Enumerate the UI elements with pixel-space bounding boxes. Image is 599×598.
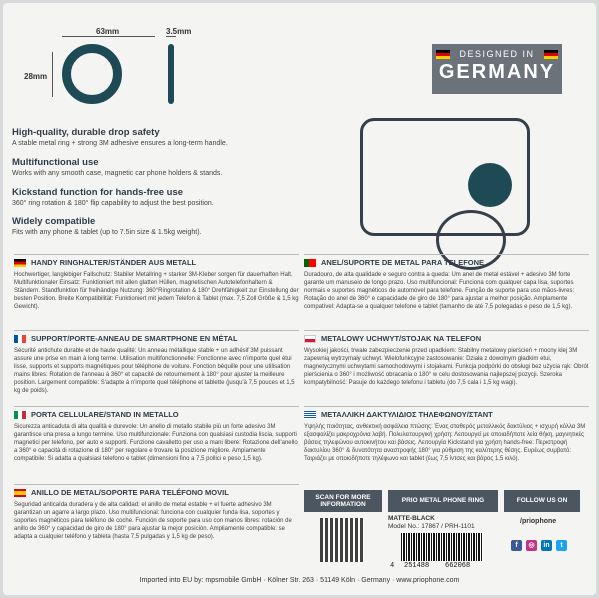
barcode-digits-left: 251488 bbox=[404, 562, 430, 570]
section-title: HANDY RINGHALTER/STÄNDER AUS METALL bbox=[31, 257, 197, 267]
section-text: Duradouro, de alta qualidade e seguro contra a queda: Um anel de metal estável + adesivo 3M forte garante um manuseio de longo prazo. Uso multifuncional: Funciona com qualquer capa lisa, suportes normais e suportes magnéticos de automóvel para telefone. Função de suporte para uso mãos-livres: Rotação do anel de 360° e capacidade de giro de 180° para ajustar a melhor posição. Amplamente compatível: Adapta-se a qualquer telefone e tablet (tamanho de até 7,5 polegadas e peso de 1,5 kg). bbox=[304, 272, 575, 311]
section-text: Seguridad anticaída duradera y de alta calidad: el anillo de metal estable + el fuerte adhesivo 3M garantizan un agarre a largo plazo. Uso multifuncional: funciona con cualquier funda lisa, soportes y soportes magnéticos para teléfono de coche. Función de soporte para uso con manos libres: rotación de anillo de 360° y capacidad de giro de 180° para ajustar la mejor posición. Ampliamente compatible: se adapta a cualquier teléfono y tableta (hasta 7,5 pulgadas y 1,5 kg de peso). bbox=[14, 502, 292, 541]
section-title: METALOWY UCHWYT/STOJAK NA TELEFON bbox=[321, 333, 482, 343]
greek-flag-icon bbox=[304, 411, 316, 419]
scan-info-button: SCAN FOR MORE INFORMATION bbox=[304, 490, 382, 512]
feature-title: Kickstand function for hands-free use bbox=[12, 186, 184, 198]
ring-front-view bbox=[62, 44, 122, 104]
section-italian bbox=[14, 406, 299, 463]
section-title: PORTA CELLULARE/STAND IN METALLO bbox=[31, 409, 179, 419]
section-text: Υψηλής ποιότητας, ανθεκτική ασφάλεια πτώσης: Ένας σταθερός μεταλλικός δακτύλιος + ισχυρή κόλλα 3M εξασφαλίζει μακροχρόνια λαβή. Πολυλειτουργική χρήση: Λειτουργεί με οποιαδήποτε λεία θήκη, μαγνητικές βάσεις τηλεφώνου αυτοκινήτου και βάσεις. Λειτουργία Kickstand για χρήση hands-free: Περιστροφή δακτυλίου 360° & δυνατότητα αναστροφής 180° για ρύθμιση της καλύτερης θέσης. Ευρέως συμβατό: Ταιριάζει με οποιοδήποτε τηλέφωνο και tablet (έως 7,5 ίντσες και βάρος 1,5 κιλό). bbox=[304, 424, 586, 463]
german-flag-icon bbox=[14, 259, 26, 267]
qr-code bbox=[320, 518, 364, 562]
section-text: Wysokiej jakości, trwałe zabezpieczenie przed upadkiem: Stabilny metalowy pierścień + mocny klej 3M zapewnią wytrzymały uchwyt. Wielofunkcyjne zastosowanie: Działa z dowolnym gładkim etui, magnetycznymi uchwytami samochodowymi i stojakami. Funkcja podpórki do obsługi bez użycia rąk: Obrót pierścienia o 360° i możliwość obracania o 180° w celu dostosowania najlepszej pozycji. Szeroka kompatybilność: Pasuje do każdego telefonu i tabletu (do 7,5 cala i 1,5 kg wagi). bbox=[304, 348, 589, 387]
badge-line-1: DESIGNED IN bbox=[459, 49, 535, 59]
barcode bbox=[401, 533, 483, 561]
french-flag-icon bbox=[14, 335, 26, 343]
barcode-digits-right: 662068 bbox=[445, 562, 471, 570]
product-name-label: PRIO METAL PHONE RING bbox=[388, 490, 498, 512]
feature-title: Multifunctional use bbox=[12, 156, 99, 168]
model-number: Model No.: 17867 / PRH-1101 bbox=[388, 523, 475, 530]
feature-text: Fits with any phone & tablet (up to 7.5in size & 1.5kg weight). bbox=[12, 229, 202, 237]
height-dimension: 28mm bbox=[24, 72, 48, 81]
depth-dimension: 3.5mm bbox=[166, 27, 192, 36]
feature-title: High-quality, durable drop safety bbox=[12, 127, 160, 138]
importer-footer: Imported into EU by: mpsmobile GmbH · Kölner Str. 263 · 51149 Köln · Germany · www.priophone.com bbox=[139, 577, 460, 584]
section-title: ΜΕΤΑΛΛΙΚΗ ΔΑΚΤΥΛΙΔΙΟΣ ΤΗΛΕΦΩΝΟΥ/ΣΤΑΝΤ bbox=[321, 409, 493, 419]
section-title: ANEL/SUPORTE DE METAL PARA TELEFONE bbox=[321, 257, 485, 267]
portuguese-flag-icon bbox=[304, 259, 316, 267]
linkedin-icon: in bbox=[541, 540, 552, 551]
section-text: Sécurité antichute durable et de haute qualité: Un anneau métallique stable + un adhésif 3M puissant assure une prise en main à long terme. Utilisation multifonctionnelle: Fonctionne avec n'importe quel étui lisse, supports et supports magnétiques pour téléphone de voiture. Fonction béquille pour une utilisation mains libres: Rotation de l'anneau à 360° et capacité de retournement à 180° pour ajuster la meilleure position. Largement compatible: S'adapte à n'importe quel téléphone et tablette (jusqu'à 7,5 pouces et 1,5 kg de poids). bbox=[14, 348, 295, 395]
section-portuguese bbox=[304, 254, 589, 311]
feature-text: Works with any smooth case, magnetic car phone holders & stands. bbox=[12, 169, 223, 177]
section-title: SUPPORT/PORTE-ANNEAU DE SMARTPHONE EN MÉTAL bbox=[31, 333, 238, 343]
feature-text: 360° ring rotation & 180° flip capability to adjust the best position. bbox=[12, 199, 214, 207]
polish-flag-icon bbox=[304, 335, 316, 343]
barcode-digit: 4 bbox=[390, 562, 395, 570]
section-german bbox=[14, 254, 299, 311]
badge-line-2: GERMANY bbox=[438, 61, 556, 83]
section-spanish bbox=[14, 484, 299, 541]
social-handle: /priophone bbox=[520, 518, 557, 525]
width-dimension: 63mm bbox=[96, 27, 120, 36]
ring-illustration bbox=[468, 163, 512, 207]
follow-us-label: FOLLOW US ON bbox=[504, 490, 580, 512]
feature-text: A stable metal ring + strong 3M adhesive ensures a long-term handle. bbox=[12, 140, 228, 147]
section-text: Sicurezza anticaduta di alta qualità e durevole: Un anello di metallo stabile più un forte adesivo 3M garantisce una presa a lungo termine. Uso multifunzionale: Funziona con qualsiasi custodia liscia, supporti magnetici per telefono, per auto e supporti. Funzione cavalletto per uso a mani libere: Rotazione dell'anello a 360° e capacità di rotazione di 180° per regolare e trovare la posizione migliore. Ampiamente compatibile: Si adatta a qualsiasi telefono e tablet (dimensioni fino a 7,5 pollici e peso 1,5 kg). bbox=[14, 424, 298, 463]
section-title: ANILLO DE METAL/SOPORTE PARA TELÉFONO MOVIL bbox=[31, 487, 229, 497]
section-polish bbox=[304, 330, 589, 387]
italian-flag-icon bbox=[14, 411, 26, 419]
ring-side-view bbox=[168, 44, 174, 104]
english-features bbox=[12, 127, 312, 246]
designed-in-germany-badge bbox=[432, 44, 562, 94]
section-text: Hochwertiger, langlebiger Fallschutz: Stabiler Metallring + starker 3M-Kleber sorgen für dauerhaften Halt. Multifunktionaler Einsatz: Funktioniert mit allen glatten Hüllen, magnetischen Autotelefonhaltern & Ständern. Standfunktion für freihändige Nutzung: 360°Ringrotation & 180° Drehfähigkeit zur Einstellung der besten Position. Breite Kompatibilität: Funktioniert mit jedem Telefon & Tablet (max. 7,5 Zoll Größe & 1,5 kg Gewicht). bbox=[14, 272, 299, 311]
german-flag-icon bbox=[544, 50, 558, 59]
feature-title: Widely compatible bbox=[12, 216, 96, 228]
color-variant: MATTE-BLACK bbox=[388, 515, 435, 522]
facebook-icon: f bbox=[511, 540, 522, 551]
instagram-icon: ◎ bbox=[526, 540, 537, 551]
spanish-flag-icon bbox=[14, 489, 26, 497]
section-greek bbox=[304, 406, 589, 463]
twitter-icon: t bbox=[556, 540, 567, 551]
german-flag-icon bbox=[436, 50, 450, 59]
section-french bbox=[14, 330, 299, 396]
